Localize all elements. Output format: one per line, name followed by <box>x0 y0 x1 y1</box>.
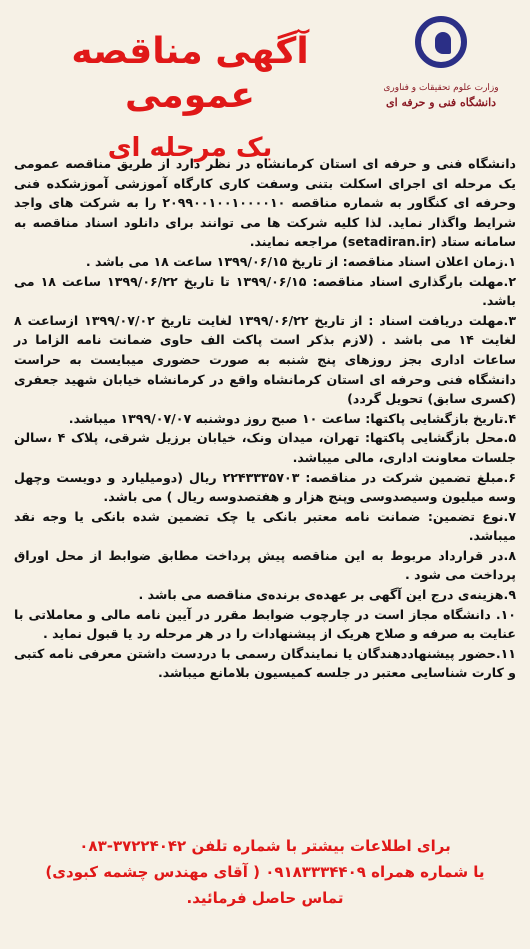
page-subtitle: یک مرحله ای <box>107 133 273 163</box>
announcement-body <box>14 154 516 683</box>
item-7: ۷.نوع تضمین: ضمانت نامه معتبر بانکی یا چک تضمین شده بانکی یا وجه نقد میباشد. <box>14 508 516 544</box>
item-2: ۲.مهلت بارگذاری اسناد مناقصه: ۱۳۹۹/۰۶/۱۵ تا تاریخ ۱۳۹۹/۰۶/۲۲ ساعت ۱۸ می باشد. <box>14 273 516 309</box>
page-title: آگهی مناقصه عمومی <box>71 31 309 116</box>
item-6: ۶.مبلغ تضمین شرکت در مناقصه: ۲۲۴۳۳۳۵۷۰۳ ریال (دومیلیارد و دویست وچهل وسه میلیون وسیصدوسی وپنج هزار و هفتصدوسه ریال ) می باشد. <box>14 469 516 505</box>
item-4: ۴.تاریخ بازگشایی پاکتها: ساعت ۱۰ صبح روز دوشنبه ۱۳۹۹/۰۷/۰۷ میباشد. <box>68 410 516 426</box>
item-3: ۳.مهلت دریافت اسناد : از تاریخ ۱۳۹۹/۰۶/۲۲ لغایت تاریخ ۱۳۹۹/۰۷/۰۲ ازساعت ۸ لغایت ۱۴ می باشد . (لازم بذکر است پاکت الف حاوی ضمانت نامه الزاما در ساعات اداری بجز روزهای پنج شنبه به صورت حضوری میبایست به حراست دانشگاه فنی وحرفه ای استان کرمانشاه واقع در کرمانشاه خیابان شهید جعفری (کسری سابق) تحویل گردد) <box>14 312 517 407</box>
item-8: ۸.در قرارداد مربوط به این مناقصه پیش پرداخت مطابق ضوابط از محل اوراق پرداخت می شود . <box>14 547 516 583</box>
item-11: ۱۱.حضور پیشنهاددهندگان یا نمایندگان رسمی با دردست داشتن معرفی نامه کتبی و کارت شناسایی معتبر در جلسه کمیسیون بلامانع میباشد. <box>14 645 516 681</box>
university-logo-block <box>366 10 516 110</box>
contact-mobile-line: یا شماره همراه ۰۹۱۸۳۳۳۴۴۰۹ ( آقای مهندس چشمه کبودی) <box>45 863 485 881</box>
contact-phone-line: برای اطلاعات بیشتر با شماره تلفن ۳۷۲۲۴۰۴۲-۰۸۳ <box>79 837 451 855</box>
header <box>14 10 516 163</box>
contact-closing-line: تماس حاصل فرمائید. <box>186 889 344 907</box>
item-1: ۱.زمان اعلان اسناد مناقصه: از تاریخ ۱۳۹۹/۰۶/۱۵ ساعت ۱۸ می باشد . <box>85 253 516 269</box>
title-block <box>14 10 366 164</box>
intro-paragraph: دانشگاه فنی و حرفه ای استان کرمانشاه در نظر دارد از طریق مناقصه عمومی یک مرحله ای اجرای اسکلت بتنی وسفت کاری کارگاه آموزشی آموزشکده فنی وحرفه ای کنگاور به شماره مناقصه ۲۰۹۹۰۰۱۰۰۱۰۰۰۰۱۰ را به شرکت های واجد شرایط واگذار نماید. لذا کلیه شرکت ها می توانند برای دانلود اسناد مناقصه به سامانه ستاد (setadiran.ir) مراجعه نمایند. <box>14 156 516 250</box>
university-logo-icon <box>415 16 467 68</box>
ministry-name: وزارت علوم تحقیقات و فناوری <box>383 83 499 93</box>
item-5: ۵.محل بازگشایی پاکتها: تهران، میدان ونک، خیابان برزیل شرقی، پلاک ۴ ،سالن جلسات معاونت اداری، مالی میباشد. <box>14 430 516 465</box>
item-10: ۱۰. دانشگاه مجاز است در چارچوب ضوابط مقرر در آیین نامه مالی و معاملاتی با عنایت به صرفه و صلاح هریک از پیشنهادات را در هر مرحله رد یا قبول نماید . <box>14 606 516 642</box>
university-name: دانشگاه فنی و حرفه ای <box>385 96 497 109</box>
item-9: ۹.هزینه‌ی درج این آگهی بر عهده‌ی برنده‌ی مناقصه می باشد . <box>138 587 516 603</box>
contact-footer <box>14 833 516 911</box>
